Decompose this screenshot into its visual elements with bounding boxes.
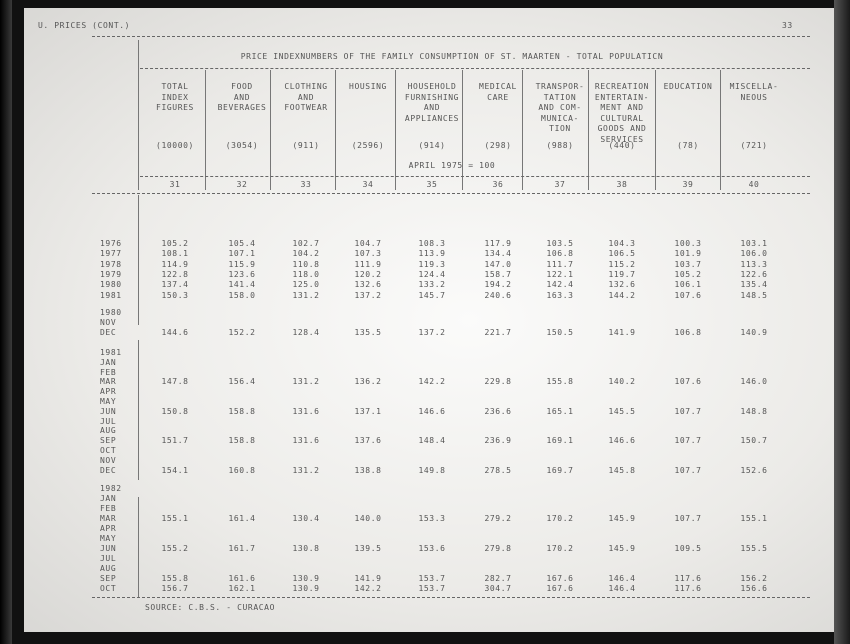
- column-number: 31: [169, 180, 181, 189]
- base-period-note: APRIL 1975 = 100: [408, 161, 496, 170]
- table-cell: 107.6: [674, 377, 702, 387]
- table-cell: 122.8: [161, 269, 189, 279]
- table-cell: 156.2: [740, 574, 768, 583]
- table-cell: 135.5: [354, 328, 382, 337]
- table-cell: 137.6: [354, 436, 382, 446]
- table-cell: 106.8: [546, 249, 574, 259]
- column-header-line: AND: [423, 103, 441, 112]
- table-cell: 194.2: [484, 280, 512, 290]
- dashed-rule: [92, 36, 810, 37]
- column-header-line: EDUCATION: [663, 82, 713, 91]
- page-edge: [834, 0, 850, 644]
- table-cell: 162.1: [228, 584, 256, 593]
- column-separator: [588, 70, 589, 190]
- column-header-line: TRANSPOR-: [535, 82, 585, 91]
- column-header-line: FIGURES: [156, 103, 194, 112]
- table-cell: 148.8: [740, 406, 768, 416]
- table-cell: 132.6: [354, 280, 382, 290]
- row-label: JUN: [100, 544, 117, 553]
- table-cell: 106.5: [608, 249, 636, 259]
- table-cell: 133.2: [418, 280, 446, 290]
- table-cell: 106.1: [674, 280, 702, 290]
- row-label: 1981: [100, 348, 122, 357]
- table-cell: 122.1: [546, 269, 574, 279]
- table-cell: 141.4: [228, 280, 256, 290]
- row-label: 1982: [100, 484, 122, 493]
- column-separator: [138, 497, 139, 597]
- column-weight: (2596): [351, 141, 385, 150]
- column-separator: [138, 70, 139, 190]
- column-separator: [138, 40, 139, 70]
- column-separator: [522, 70, 523, 190]
- column-separator: [270, 70, 271, 190]
- binding-edge: [0, 0, 12, 644]
- column-header-line: ENTERTAIN-: [594, 92, 650, 102]
- table-cell: 279.2: [484, 514, 512, 523]
- column-header-line: FURNISHING: [404, 92, 460, 102]
- row-label: DEC: [100, 465, 117, 475]
- table-cell: 304.7: [484, 584, 512, 593]
- column-header-line: BEVERAGES: [217, 103, 267, 112]
- row-label: 1981: [100, 290, 122, 300]
- table-cell: 153.7: [418, 584, 446, 593]
- table-cell: 107.7: [674, 465, 702, 475]
- row-label: 1976: [100, 239, 122, 248]
- table-cell: 106.8: [674, 328, 702, 337]
- table-cell: 156.7: [161, 584, 189, 593]
- table-cell: 155.1: [161, 514, 189, 523]
- table-cell: 131.2: [292, 465, 320, 475]
- table-cell: 114.9: [161, 259, 189, 269]
- table-cell: 153.7: [418, 574, 446, 583]
- row-label: JAN: [100, 357, 117, 367]
- table-cell: 140.0: [354, 514, 382, 523]
- column-header-line: CLOTHING: [284, 82, 328, 91]
- dashed-rule: [92, 597, 810, 598]
- row-label: APR: [100, 524, 117, 533]
- table-cell: 108.1: [161, 249, 189, 259]
- column-header-line: CULTURAL: [600, 113, 644, 123]
- table-cell: 118.0: [292, 269, 320, 279]
- table-cell: 150.8: [161, 406, 189, 416]
- row-label: JUL: [100, 554, 117, 563]
- table-cell: 153.6: [418, 544, 446, 553]
- table-cell: 145.7: [418, 290, 446, 300]
- table-cell: 150.7: [740, 436, 768, 446]
- table-cell: 167.6: [546, 574, 574, 583]
- section-header: U. PRICES (CONT.): [38, 21, 131, 30]
- column-separator: [205, 70, 206, 190]
- table-cell: 278.5: [484, 465, 512, 475]
- table-cell: 124.4: [418, 269, 446, 279]
- table-cell: 158.7: [484, 269, 512, 279]
- row-label: MAY: [100, 534, 117, 543]
- table-cell: 138.8: [354, 465, 382, 475]
- table-cell: 104.3: [608, 239, 636, 248]
- column-number: 35: [426, 180, 438, 189]
- row-label: 1980: [100, 308, 122, 317]
- table-cell: 154.1: [161, 465, 189, 475]
- table-cell: 141.9: [354, 574, 382, 583]
- column-weight: (78): [677, 141, 699, 150]
- table-cell: 146.6: [608, 436, 636, 446]
- table-cell: 140.9: [740, 328, 768, 337]
- row-label: FEB: [100, 367, 117, 377]
- row-label: OCT: [100, 446, 117, 455]
- column-weight: (721): [740, 141, 768, 150]
- table-cell: 146.6: [418, 406, 446, 416]
- page-number: 33: [782, 21, 793, 30]
- row-label: JUL: [100, 416, 117, 426]
- column-header-line: MEDICAL: [479, 82, 517, 91]
- column-header-line: FOOTWEAR: [284, 103, 328, 112]
- table-cell: 163.3: [546, 290, 574, 300]
- table-cell: 132.6: [608, 280, 636, 290]
- table-cell: 152.6: [740, 465, 768, 475]
- table-cell: 158.8: [228, 406, 256, 416]
- column-weight: (440): [608, 141, 636, 150]
- table-cell: 170.2: [546, 514, 574, 523]
- table-cell: 130.4: [292, 514, 320, 523]
- table-cell: 105.4: [228, 239, 256, 248]
- column-number: 36: [492, 180, 504, 189]
- column-number: 39: [682, 180, 694, 189]
- table-cell: 131.2: [292, 290, 320, 300]
- table-cell: 148.5: [740, 290, 768, 300]
- table-cell: 135.4: [740, 280, 768, 290]
- table-cell: 104.2: [292, 249, 320, 259]
- column-separator: [655, 70, 656, 190]
- table-cell: 167.6: [546, 584, 574, 593]
- table-cell: 155.8: [546, 377, 574, 387]
- table-cell: 105.2: [674, 269, 702, 279]
- table-cell: 107.1: [228, 249, 256, 259]
- table-cell: 282.7: [484, 574, 512, 583]
- table-cell: 131.2: [292, 377, 320, 387]
- table-cell: 128.4: [292, 328, 320, 337]
- table-cell: 100.3: [674, 239, 702, 248]
- column-weight: (988): [546, 141, 574, 150]
- column-header-line: TOTAL: [161, 82, 189, 91]
- column-weight: (911): [292, 141, 320, 150]
- column-number: 37: [554, 180, 566, 189]
- column-weight: (10000): [156, 141, 194, 150]
- table-cell: 156.6: [740, 584, 768, 593]
- table-cell: 137.2: [418, 328, 446, 337]
- table-cell: 111.7: [546, 259, 574, 269]
- column-header-line: TION: [549, 124, 571, 133]
- table-cell: 113.3: [740, 259, 768, 269]
- row-label: MAR: [100, 377, 117, 387]
- table-cell: 131.6: [292, 436, 320, 446]
- table-cell: 150.5: [546, 328, 574, 337]
- row-label: MAY: [100, 397, 117, 406]
- table-cell: 122.6: [740, 269, 768, 279]
- table-cell: 103.1: [740, 239, 768, 248]
- table-cell: 136.2: [354, 377, 382, 387]
- column-separator: [335, 70, 336, 190]
- column-separator: [395, 70, 396, 190]
- table-cell: 145.8: [608, 465, 636, 475]
- table-cell: 147.0: [484, 259, 512, 269]
- column-header-line: AND COM-: [538, 103, 582, 112]
- table-cell: 115.9: [228, 259, 256, 269]
- table-cell: 155.8: [161, 574, 189, 583]
- table-cell: 229.8: [484, 377, 512, 387]
- dashed-rule: [92, 193, 810, 194]
- table-cell: 108.3: [418, 239, 446, 248]
- table-cell: 113.9: [418, 249, 446, 259]
- column-header-line: FOOD: [231, 82, 253, 91]
- table-cell: 107.3: [354, 249, 382, 259]
- table-cell: 137.4: [161, 280, 189, 290]
- column-header-line: CARE: [487, 92, 509, 102]
- column-header-line: APPLIANCES: [404, 113, 460, 123]
- row-label: NOV: [100, 455, 117, 465]
- table-cell: 240.6: [484, 290, 512, 300]
- dashed-rule: [140, 68, 810, 69]
- table-cell: 120.2: [354, 269, 382, 279]
- column-header-line: MUNICA-: [541, 113, 579, 123]
- column-header-line: MISCELLA-: [729, 82, 779, 91]
- column-separator: [462, 70, 463, 190]
- row-label: SEP: [100, 436, 117, 446]
- table-cell: 144.6: [161, 328, 189, 337]
- table-cell: 146.4: [608, 584, 636, 593]
- table-cell: 146.4: [608, 574, 636, 583]
- table-cell: 107.6: [674, 290, 702, 300]
- table-cell: 137.1: [354, 406, 382, 416]
- table-cell: 145.9: [608, 514, 636, 523]
- table-cell: 161.6: [228, 574, 256, 583]
- column-separator: [720, 70, 721, 190]
- row-label: DEC: [100, 328, 117, 337]
- row-label: 1978: [100, 259, 122, 269]
- table-cell: 105.2: [161, 239, 189, 248]
- table-cell: 236.9: [484, 436, 512, 446]
- column-number: 32: [236, 180, 248, 189]
- row-label: APR: [100, 387, 117, 397]
- table-cell: 150.3: [161, 290, 189, 300]
- table-cell: 153.3: [418, 514, 446, 523]
- table-cell: 110.8: [292, 259, 320, 269]
- column-header-line: RECREATION: [594, 82, 650, 91]
- table-cell: 155.5: [740, 544, 768, 553]
- table-cell: 158.8: [228, 436, 256, 446]
- column-separator: [138, 195, 139, 325]
- table-cell: 130.9: [292, 574, 320, 583]
- table-cell: 151.7: [161, 436, 189, 446]
- table-cell: 137.2: [354, 290, 382, 300]
- table-cell: 148.4: [418, 436, 446, 446]
- dashed-rule: [140, 176, 810, 177]
- table-cell: 142.2: [354, 584, 382, 593]
- table-cell: 221.7: [484, 328, 512, 337]
- table-cell: 147.8: [161, 377, 189, 387]
- row-label: SEP: [100, 574, 117, 583]
- column-header-line: HOUSEHOLD: [407, 82, 457, 91]
- table-cell: 130.8: [292, 544, 320, 553]
- table-cell: 130.9: [292, 584, 320, 593]
- row-label: 1979: [100, 269, 122, 279]
- table-cell: 144.2: [608, 290, 636, 300]
- row-label: JAN: [100, 494, 117, 503]
- table-cell: 161.4: [228, 514, 256, 523]
- column-number: 33: [300, 180, 312, 189]
- table-cell: 117.6: [674, 574, 702, 583]
- table-cell: 107.7: [674, 406, 702, 416]
- row-label: AUG: [100, 564, 117, 573]
- column-number: 40: [748, 180, 760, 189]
- table-cell: 156.4: [228, 377, 256, 387]
- table-cell: 169.7: [546, 465, 574, 475]
- table-cell: 104.7: [354, 239, 382, 248]
- column-header-line: INDEX: [161, 92, 189, 102]
- table-cell: 155.2: [161, 544, 189, 553]
- table-cell: 145.5: [608, 406, 636, 416]
- table-cell: 155.1: [740, 514, 768, 523]
- table-cell: 119.3: [418, 259, 446, 269]
- table-cell: 131.6: [292, 406, 320, 416]
- column-number: 38: [616, 180, 628, 189]
- table-cell: 107.7: [674, 436, 702, 446]
- row-label: 1980: [100, 280, 122, 290]
- table-cell: 169.1: [546, 436, 574, 446]
- row-label: AUG: [100, 426, 117, 436]
- table-cell: 160.8: [228, 465, 256, 475]
- row-label: JUN: [100, 406, 117, 416]
- column-header-line: TATION: [543, 92, 577, 102]
- table-cell: 119.7: [608, 269, 636, 279]
- table-cell: 115.2: [608, 259, 636, 269]
- column-weight: (298): [484, 141, 512, 150]
- table-title: PRICE INDEXNUMBERS OF THE FAMILY CONSUMPTION OF ST. MAARTEN - TOTAL POPULATICN: [240, 52, 664, 61]
- column-separator: [138, 340, 139, 480]
- table-cell: 134.4: [484, 249, 512, 259]
- column-number: 34: [362, 180, 374, 189]
- table-cell: 236.6: [484, 406, 512, 416]
- column-weight: (3054): [225, 141, 259, 150]
- table-cell: 117.9: [484, 239, 512, 248]
- column-header-line: MENT AND: [600, 103, 644, 112]
- table-cell: 125.0: [292, 280, 320, 290]
- row-label: 1977: [100, 249, 122, 259]
- table-cell: 123.6: [228, 269, 256, 279]
- table-cell: 103.5: [546, 239, 574, 248]
- table-cell: 107.7: [674, 514, 702, 523]
- column-header-line: NEOUS: [740, 92, 768, 102]
- row-label: OCT: [100, 584, 117, 593]
- table-cell: 106.0: [740, 249, 768, 259]
- column-header-line: AND: [233, 92, 251, 102]
- row-label: FEB: [100, 504, 117, 513]
- column-header-line: GOODS AND: [597, 124, 647, 133]
- table-cell: 103.7: [674, 259, 702, 269]
- table-cell: 158.0: [228, 290, 256, 300]
- table-cell: 161.7: [228, 544, 256, 553]
- table-cell: 152.2: [228, 328, 256, 337]
- table-cell: 149.8: [418, 465, 446, 475]
- table-cell: 165.1: [546, 406, 574, 416]
- column-weight: (914): [418, 141, 446, 150]
- table-cell: 102.7: [292, 239, 320, 248]
- table-cell: 142.4: [546, 280, 574, 290]
- table-cell: 140.2: [608, 377, 636, 387]
- table-cell: 109.5: [674, 544, 702, 553]
- column-header-line: HOUSING: [349, 82, 387, 91]
- table-cell: 117.6: [674, 584, 702, 593]
- table-cell: 279.8: [484, 544, 512, 553]
- table-cell: 139.5: [354, 544, 382, 553]
- row-label: NOV: [100, 318, 117, 327]
- table-cell: 101.9: [674, 249, 702, 259]
- table-cell: 145.9: [608, 544, 636, 553]
- table-cell: 170.2: [546, 544, 574, 553]
- table-cell: 141.9: [608, 328, 636, 337]
- column-header-line: AND: [297, 92, 315, 102]
- row-label: MAR: [100, 514, 117, 523]
- column-header-line: SERVICES: [600, 134, 644, 144]
- table-cell: 142.2: [418, 377, 446, 387]
- table-cell: 111.9: [354, 259, 382, 269]
- table-cell: 146.0: [740, 377, 768, 387]
- source-note: SOURCE: C.B.S. - CURACAO: [145, 603, 275, 612]
